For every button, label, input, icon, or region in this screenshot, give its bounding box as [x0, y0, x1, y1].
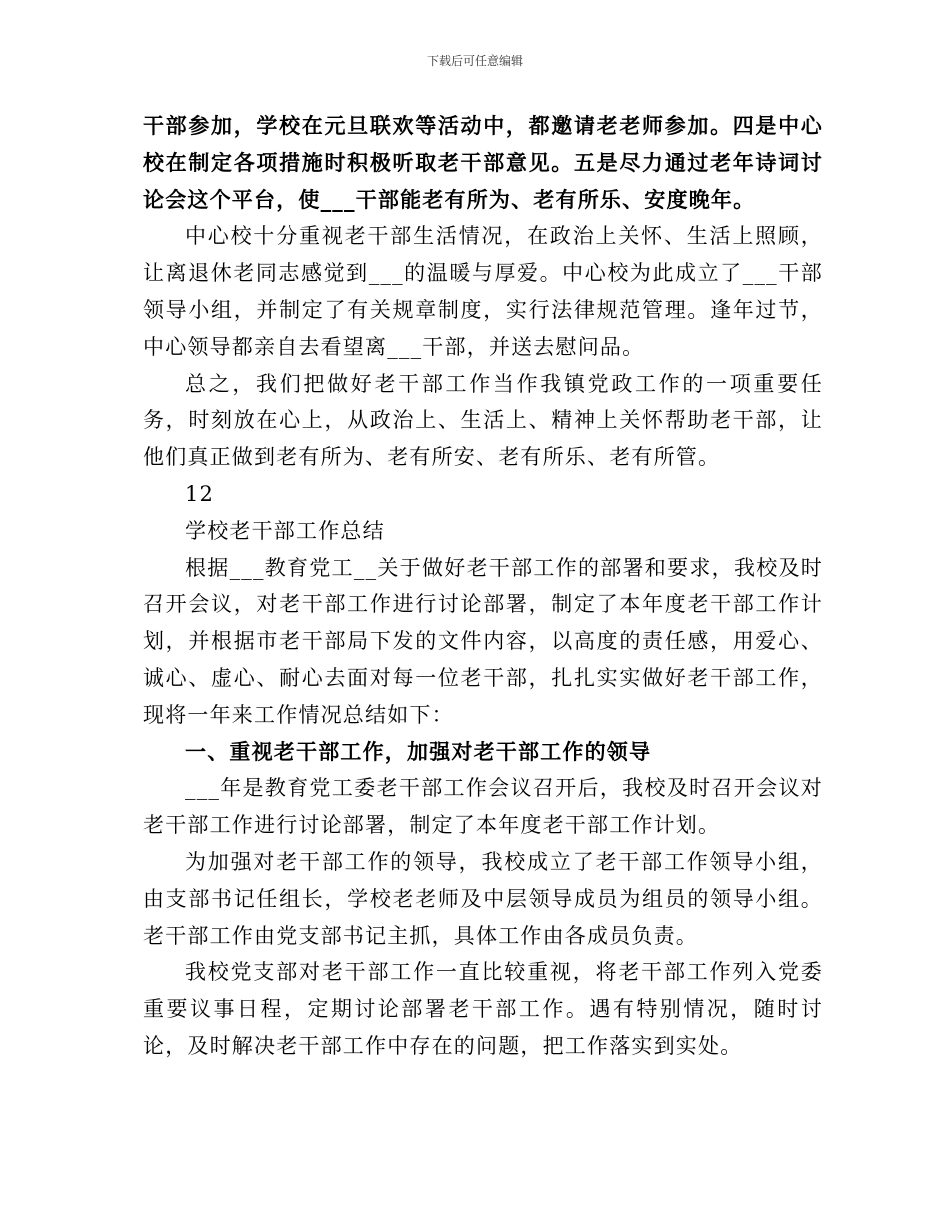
section-heading: 一、重视老干部工作，加强对老干部工作的领导 [185, 738, 652, 764]
paragraph-agenda: 我校党支部对老干部工作一直比较重视，将老干部工作列入党委重要议事日程，定期讨论部署老干部工作。遇有特别情况，随时讨论，及时解决老干部工作中存在的问题，把工作落实到实处。 [143, 960, 823, 1058]
document-title: 学校老干部工作总结 [185, 518, 385, 543]
paragraph-life-care: 中心校十分重视老干部生活情况，在政治上关怀、生活上照顾，让离退休老同志感觉到___的温暖与厚爱。中心校为此成立了___干部领导小组，并制定了有关规章制度，实行法律规范管理。逢年过节，中心领导都亲自去看望离___干部，并送去慰问品。 [143, 224, 823, 359]
page-header: 下载后可任意编辑 [426, 54, 523, 68]
paragraph-continuation: 干部参加，学校在元旦联欢等活动中，都邀请老老师参加。四是中心校在制定各项措施时积极听取老干部意见。五是尽力通过老年诗词讨论会这个平台，使___干部能老有所为、老有所乐、安度晚年。 [143, 113, 823, 212]
document-body [143, 108, 823, 1065]
paragraph-meeting: ___年是教育党工委老干部工作会议召开后，我校及时召开会议对老干部工作进行讨论部署，制定了本年度老干部工作计划。 [143, 776, 823, 838]
paragraph-intro: 根据___教育党工__关于做好老干部工作的部署和要求，我校及时召开会议，对老干部工作进行讨论部署，制定了本年度老干部工作计划，并根据市老干部局下发的文件内容，以高度的责任感，用爱心、诚心、虚心、耐心去面对每一位老干部，扎扎实实做好老干部工作，现将一年来工作情况总结如下： [143, 555, 823, 727]
paragraph-leadership-group: 为加强对老干部工作的领导，我校成立了老干部工作领导小组，由支部书记任组长，学校老老师及中层领导成员为组员的领导小组。老干部工作由党支部书记主抓，具体工作由各成员负责。 [143, 849, 823, 948]
paragraph-conclusion: 总之，我们把做好老干部工作当作我镇党政工作的一项重要任务，时刻放在心上，从政治上、生活上、精神上关怀帮助老干部，让他们真正做到老有所为、老有所安、老有所乐、老有所管。 [143, 371, 823, 470]
section-number: 12 [185, 481, 215, 506]
